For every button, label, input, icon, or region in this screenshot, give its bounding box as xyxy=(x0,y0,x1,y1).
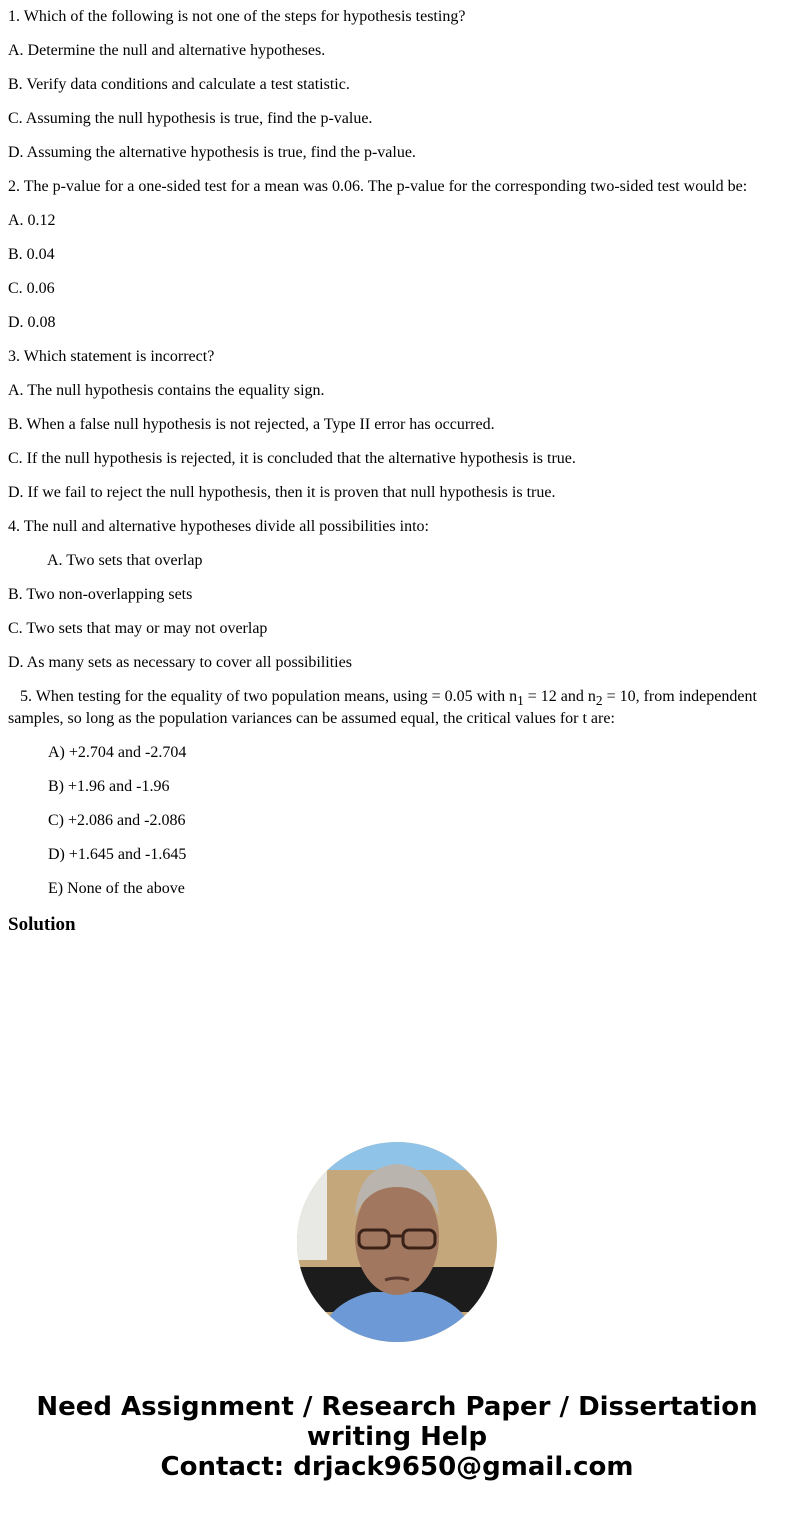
contact-banner xyxy=(8,1392,786,1482)
text: 5. When testing for the equality of two population means, using = 0.05 with n xyxy=(20,688,518,705)
question-text xyxy=(8,688,786,728)
option: B. 0.04 xyxy=(8,246,55,263)
option: E) None of the above xyxy=(48,880,185,898)
option: D. If we fail to reject the null hypothesis, then it is proven that null hypothesis is true. xyxy=(8,484,556,501)
question-3 xyxy=(8,348,786,502)
question-2 xyxy=(8,178,786,332)
option: A) +2.704 and -2.704 xyxy=(48,744,187,762)
contact-email: Contact: drjack9650@gmail.com xyxy=(160,1452,634,1483)
option: D. 0.08 xyxy=(8,314,56,331)
option: A. 0.12 xyxy=(8,212,56,229)
option: B. When a false null hypothesis is not rejected, a Type II error has occurred. xyxy=(8,416,495,433)
solution-heading: Solution xyxy=(8,914,76,936)
avatar xyxy=(297,1142,497,1342)
option: C. Assuming the null hypothesis is true, find the p-value. xyxy=(8,110,373,127)
avatar-portrait-icon xyxy=(297,1142,497,1342)
option: C) +2.086 and -2.086 xyxy=(48,812,186,830)
option: B. Verify data conditions and calculate a test statistic. xyxy=(8,76,350,93)
question-text: 1. Which of the following is not one of the steps for hypothesis testing? xyxy=(8,8,466,25)
option: B) +1.96 and -1.96 xyxy=(48,778,170,796)
option: C. If the null hypothesis is rejected, it is concluded that the alternative hypothesis is true. xyxy=(8,450,576,467)
option: D. Assuming the alternative hypothesis is true, find the p-value. xyxy=(8,144,416,161)
option: A. Two sets that overlap xyxy=(47,552,203,569)
subscript: 2 xyxy=(595,693,603,709)
question-5 xyxy=(8,688,786,898)
subscript: 1 xyxy=(517,693,524,709)
text: = 10, from independent samples, so long as the population variances can be assumed equal, the critical values for t are: xyxy=(8,688,757,728)
option: B. Two non-overlapping sets xyxy=(8,586,193,603)
avatar-container xyxy=(8,1142,786,1342)
option: C. 0.06 xyxy=(8,280,55,297)
option: A. The null hypothesis contains the equality sign. xyxy=(8,382,325,399)
option: A. Determine the null and alternative hypotheses. xyxy=(8,42,326,59)
question-text: 3. Which statement is incorrect? xyxy=(8,348,215,365)
question-text: 4. The null and alternative hypotheses divide all possibilities into: xyxy=(8,518,429,535)
question-text: 2. The p-value for a one-sided test for a mean was 0.06. The p-value for the corresponding two-sided test would be: xyxy=(8,178,748,195)
option: C. Two sets that may or may not overlap xyxy=(8,620,268,637)
question-1 xyxy=(8,8,786,162)
option: D. As many sets as necessary to cover all possibilities xyxy=(8,654,352,671)
help-text: Need Assignment / Research Paper / Dissertation writing Help xyxy=(36,1392,758,1453)
option: D) +1.645 and -1.645 xyxy=(48,846,187,864)
question-4 xyxy=(8,518,786,672)
text: = 12 and n xyxy=(523,688,596,705)
